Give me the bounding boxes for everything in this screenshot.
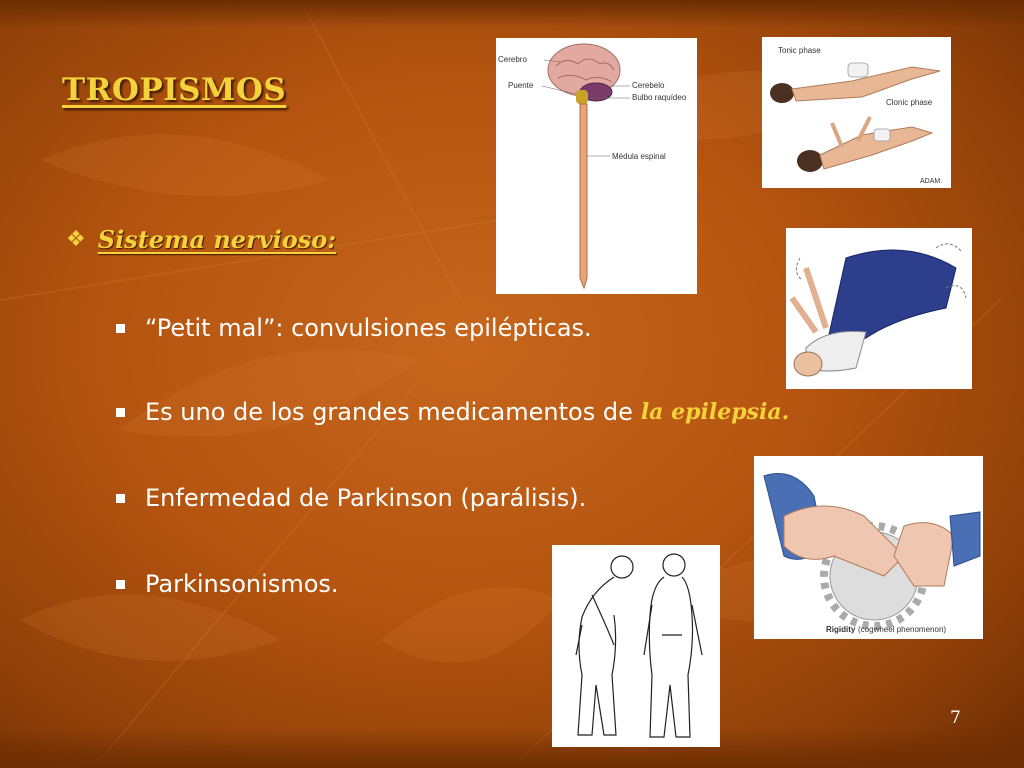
bullet-item — [116, 314, 592, 342]
bullet-item — [116, 398, 789, 426]
brain-diagram-image — [496, 38, 697, 294]
bullet-item — [116, 484, 586, 512]
bullet-text: Enfermedad de Parkinson (parálisis). — [145, 484, 587, 512]
rigidity-caption-rest: (cogwheel phenomenon) — [858, 625, 947, 634]
brain-label-puente: Puente — [508, 81, 534, 90]
square-bullet-icon — [116, 494, 125, 503]
brain-label-cerebelo: Cerebelo — [632, 81, 665, 90]
section-label: Sistema nervioso: — [97, 225, 337, 254]
convulsion-image — [786, 228, 972, 389]
bullet-emphasis: la epilepsia. — [640, 399, 790, 425]
brain-label-bulbo: Bulbo raquídeo — [632, 93, 687, 102]
page-number: 7 — [950, 708, 961, 728]
bullet-text: Es uno de los grandes medicamentos de — [145, 398, 633, 426]
square-bullet-icon — [116, 580, 125, 589]
top-shade — [0, 0, 1024, 28]
parkinsonism-sketch-image — [552, 545, 720, 747]
square-bullet-icon — [116, 408, 125, 417]
tonic-phase-label: Tonic phase — [778, 46, 821, 55]
rigidity-caption-bold: Rigidity — [826, 625, 856, 634]
square-bullet-icon — [116, 324, 125, 333]
brain-label-cerebro: Cerebro — [498, 55, 527, 64]
adam-credit: ADAM. — [920, 178, 943, 185]
clonic-phase-label: Clonic phase — [886, 98, 933, 107]
seizure-phases-image — [762, 37, 951, 188]
rigidity-image — [754, 456, 983, 639]
section-heading — [66, 225, 336, 254]
diamond-bullet-icon: ❖ — [66, 227, 86, 252]
bullet-text: “Petit mal”: convulsiones epilépticas. — [145, 314, 592, 342]
bullet-item — [116, 570, 339, 598]
bullet-text: Parkinsonismos. — [145, 570, 339, 598]
slide-title: TROPISMOS — [62, 72, 287, 108]
bottom-shade — [0, 728, 1024, 768]
brain-label-medula: Médula espinal — [612, 152, 666, 161]
